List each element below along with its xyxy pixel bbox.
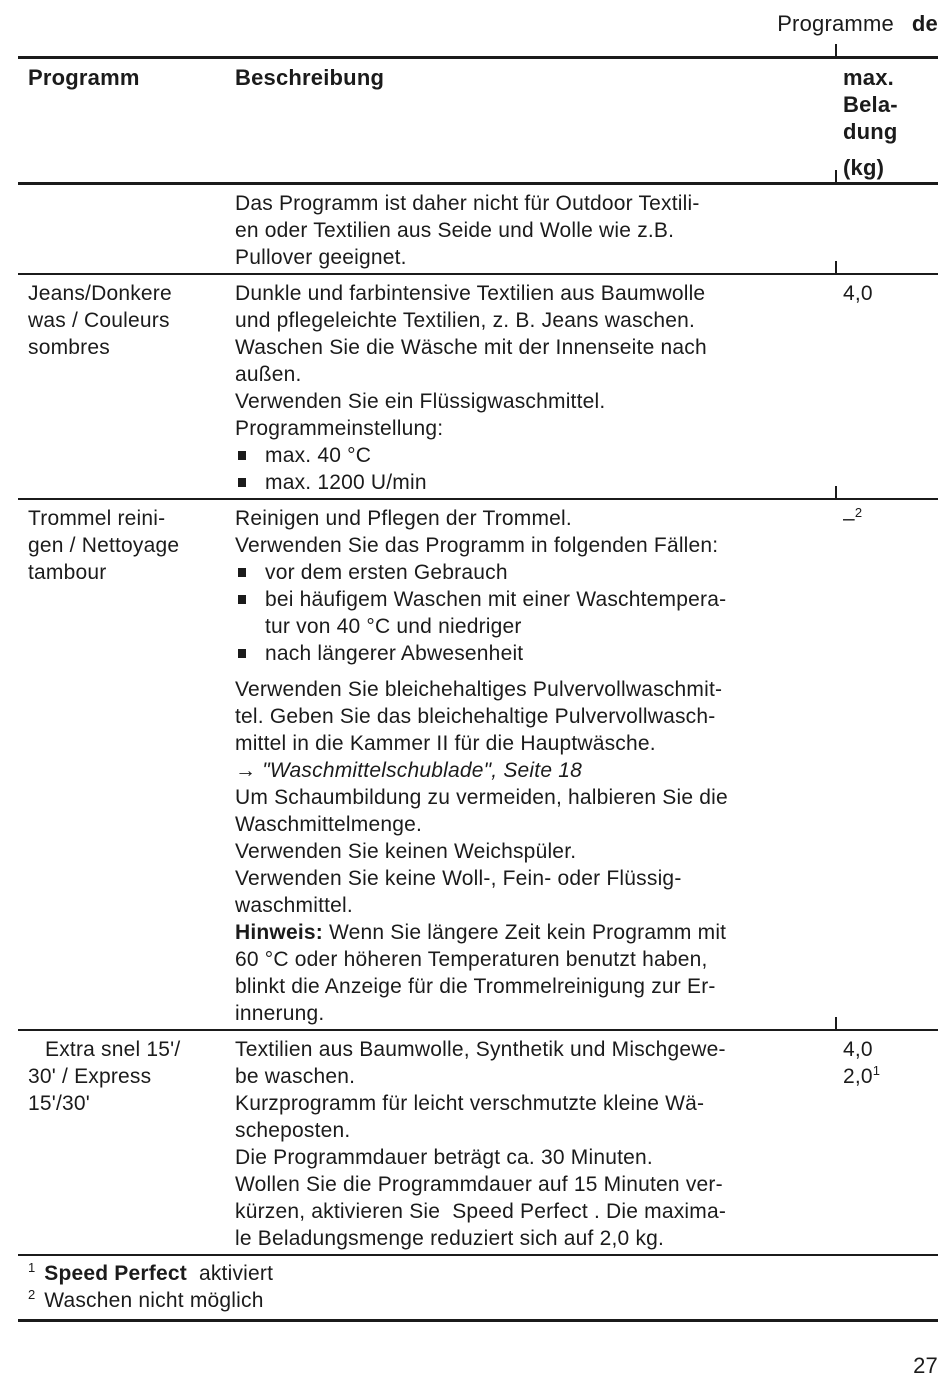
- description-line: max. 1200 U/min: [235, 469, 835, 496]
- description-line: Kurzprogramm für leicht verschmutzte kleine Wä-: [235, 1092, 705, 1115]
- description-cell: [235, 280, 835, 496]
- superscript-marker: 1: [872, 1063, 881, 1078]
- description-line: 60 °C oder höheren Temperaturen benutzt haben,: [235, 948, 708, 971]
- table-row: [18, 275, 938, 498]
- description-line: Um Schaumbildung zu vermeiden, halbieren Sie die: [235, 786, 728, 809]
- description-line: innerung.: [235, 1002, 325, 1025]
- footnotes-block: [18, 1256, 938, 1319]
- description-line: Pullover geeignet.: [235, 246, 407, 269]
- table-top-rule: [18, 56, 938, 59]
- description-line: tur von 40 °C und niedriger: [265, 615, 522, 638]
- column-divider-tick: [835, 170, 837, 182]
- description-line: tel. Geben Sie das bleichehaltige Pulvervollwasch-: [235, 705, 716, 728]
- footnote-bold-term: Speed Perfect: [44, 1262, 187, 1285]
- description-line: Verwenden Sie das Programm in folgenden Fällen:: [235, 534, 719, 557]
- footnote-separator-rule: [18, 1254, 938, 1256]
- description-line: Reinigen und Pflegen der Trommel.: [235, 507, 572, 530]
- footnote-marker: 2: [28, 1287, 36, 1302]
- description-line: außen.: [235, 363, 302, 386]
- description-line: Textilien aus Baumwolle, Synthetik und Mischgewe-: [235, 1038, 726, 1061]
- description-line: mittel in die Kammer II für die Hauptwäsche.: [235, 732, 656, 755]
- row-separator-rule: [18, 273, 938, 275]
- description-cell: [235, 1036, 835, 1252]
- table-row: [18, 1031, 938, 1254]
- row-separator-rule: [18, 498, 938, 500]
- program-name-line: gen / Nettoyage: [28, 534, 180, 557]
- description-line: max. 40 °C: [235, 442, 835, 469]
- description-line: Wollen Sie die Programmdauer auf 15 Minuten ver-: [235, 1173, 723, 1196]
- program-name-line: sombres: [28, 336, 110, 359]
- column-header-unit: (kg): [843, 155, 885, 180]
- bullet-square-icon: [238, 595, 246, 604]
- program-cell: [18, 280, 235, 496]
- header-bottom-rule: [18, 182, 938, 185]
- cross-reference-arrow-icon: →: [235, 759, 257, 782]
- load-value: 4,0: [843, 282, 873, 305]
- description-cell: [235, 505, 835, 1027]
- column-header-max-load: [835, 64, 938, 182]
- hinweis-label: Hinweis:: [235, 921, 323, 944]
- load-value: –$^2$: [843, 505, 863, 530]
- bullet-square-icon: [238, 568, 246, 577]
- column-header-max-load-line: Bela-: [843, 92, 898, 117]
- program-name-line: Jeans/Donkere: [28, 282, 172, 305]
- column-header-max-load-line: dung: [843, 119, 898, 144]
- running-header-lang-code: de: [911, 11, 938, 36]
- program-name-line: Trommel reini-: [28, 507, 166, 530]
- column-header-programm: Programm: [28, 65, 140, 90]
- description-line: kürzen, aktivieren Sie Speed Perfect . Die maxima-: [235, 1200, 727, 1223]
- program-cell: [18, 1036, 235, 1252]
- load-value: 4,0: [843, 1038, 873, 1061]
- program-name-line: was / Couleurs: [28, 309, 170, 332]
- table-header-row: [18, 59, 938, 182]
- description-line: be waschen.: [235, 1065, 356, 1088]
- description-line: Programmeinstellung:: [235, 417, 444, 440]
- description-line: Verwenden Sie ein Flüssigwaschmittel.: [235, 390, 606, 413]
- table-row: [18, 500, 938, 1029]
- superscript-marker: 2: [854, 505, 863, 520]
- program-name-line: tambour: [28, 561, 107, 584]
- program-name-line: Extra snel 15'/: [45, 1038, 181, 1061]
- row-separator-rule: [18, 1029, 938, 1031]
- load-cell: [835, 1036, 938, 1252]
- description-line: waschmittel.: [235, 894, 353, 917]
- description-line: Hinweis: Wenn Sie längere Zeit kein Programm mit: [235, 921, 727, 944]
- description-line: Das Programm ist daher nicht für Outdoor Textili-: [235, 192, 700, 215]
- description-line: Waschen Sie die Wäsche mit der Innenseite nach: [235, 336, 707, 359]
- load-cell: [835, 190, 938, 271]
- column-divider-tick: [835, 44, 837, 56]
- bullet-square-icon: [238, 478, 246, 487]
- load-value: $2,0^1$: [843, 1063, 881, 1088]
- description-line: nach längerer Abwesenheit: [235, 640, 835, 667]
- column-header-max-load-line: max.: [843, 65, 894, 90]
- bullet-square-icon: [238, 451, 246, 460]
- description-line: Verwenden Sie keine Woll-, Fein- oder Flüssig-: [235, 867, 682, 890]
- program-table: [18, 56, 938, 1322]
- footnote: $^2$ Waschen nicht möglich: [28, 1287, 264, 1312]
- description-line: bei häufigem Waschen mit einer Waschtempera-: [235, 586, 835, 613]
- description-line: en oder Textilien aus Seide und Wolle wie z.B.: [235, 219, 675, 242]
- column-divider-tick: [835, 261, 837, 273]
- column-header-max-load-lines: [843, 64, 938, 145]
- column-header-beschreibung: Beschreibung: [235, 65, 385, 90]
- description-cell: [235, 190, 835, 271]
- program-cell: [18, 190, 235, 271]
- description-line: und pflegeleichte Textilien, z. B. Jeans waschen.: [235, 309, 696, 332]
- description-line: blinkt die Anzeige für die Trommelreinigung zur Er-: [235, 975, 716, 998]
- footnote-marker: 1: [28, 1260, 36, 1275]
- footnote: $^1$ Speed Perfect aktiviert: [28, 1260, 274, 1285]
- load-cell: [835, 505, 938, 1027]
- load-cell: [835, 280, 938, 496]
- page-number: 27: [913, 1353, 938, 1378]
- program-cell: [18, 505, 235, 1027]
- description-line: Verwenden Sie bleichehaltiges Pulvervollwaschmit-: [235, 678, 723, 701]
- running-header-section: Programme: [777, 11, 894, 36]
- description-line: Waschmittelmenge.: [235, 813, 423, 836]
- description-line: vor dem ersten Gebrauch: [235, 559, 835, 586]
- column-divider-tick: [835, 1017, 837, 1029]
- description-line: Verwenden Sie keinen Weichspüler.: [235, 840, 577, 863]
- description-line: → "Waschmittelschublade", Seite 18: [235, 759, 582, 782]
- bullet-square-icon: [238, 649, 246, 658]
- description-line: Dunkle und farbintensive Textilien aus Baumwolle: [235, 282, 706, 305]
- table-body: [18, 185, 938, 1254]
- description-line: le Beladungsmenge reduziert sich auf 2,0 kg.: [235, 1227, 665, 1250]
- description-line: scheposten.: [235, 1119, 351, 1142]
- program-name-line: 15'/30': [28, 1092, 90, 1115]
- program-name-line: 30' / Express: [28, 1065, 152, 1088]
- description-line: Die Programmdauer beträgt ca. 30 Minuten.: [235, 1146, 653, 1169]
- table-bottom-rule: [18, 1319, 938, 1322]
- running-header: [0, 0, 950, 56]
- table-row: [18, 185, 938, 273]
- column-divider-tick: [835, 486, 837, 498]
